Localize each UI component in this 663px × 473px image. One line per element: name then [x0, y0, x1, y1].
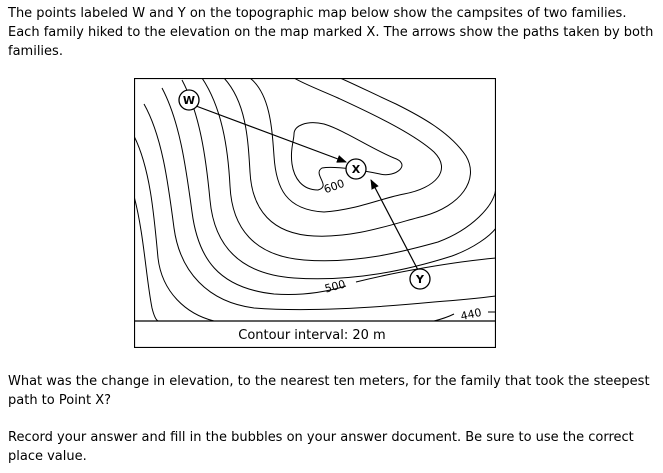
instructions-text: Record your answer and fill in the bubbles on your answer document. Be sure to use the correct place value.	[8, 430, 634, 464]
point-w	[179, 90, 199, 110]
point-y-label: Y	[416, 273, 424, 286]
contour-label-500: 500	[323, 277, 347, 296]
point-y	[410, 269, 430, 289]
point-x	[346, 159, 366, 179]
contour-label-440: 440	[459, 305, 483, 324]
map-frame	[135, 79, 496, 348]
point-x-label: X	[351, 163, 361, 176]
contour-label-600: 600	[322, 176, 347, 197]
intro-text: The points labeled W and Y on the topographic map below show the campsites of two families. Each family hiked to the elevation on the map marked X. The arrows show the paths taken by both families.	[8, 6, 654, 59]
topographic-map	[134, 78, 496, 348]
map-caption: Contour interval: 20 m	[238, 328, 386, 343]
question-text: What was the change in elevation, to the nearest ten meters, for the family that took the steepest path to Point X?	[8, 374, 650, 408]
point-w-label: W	[182, 94, 196, 107]
